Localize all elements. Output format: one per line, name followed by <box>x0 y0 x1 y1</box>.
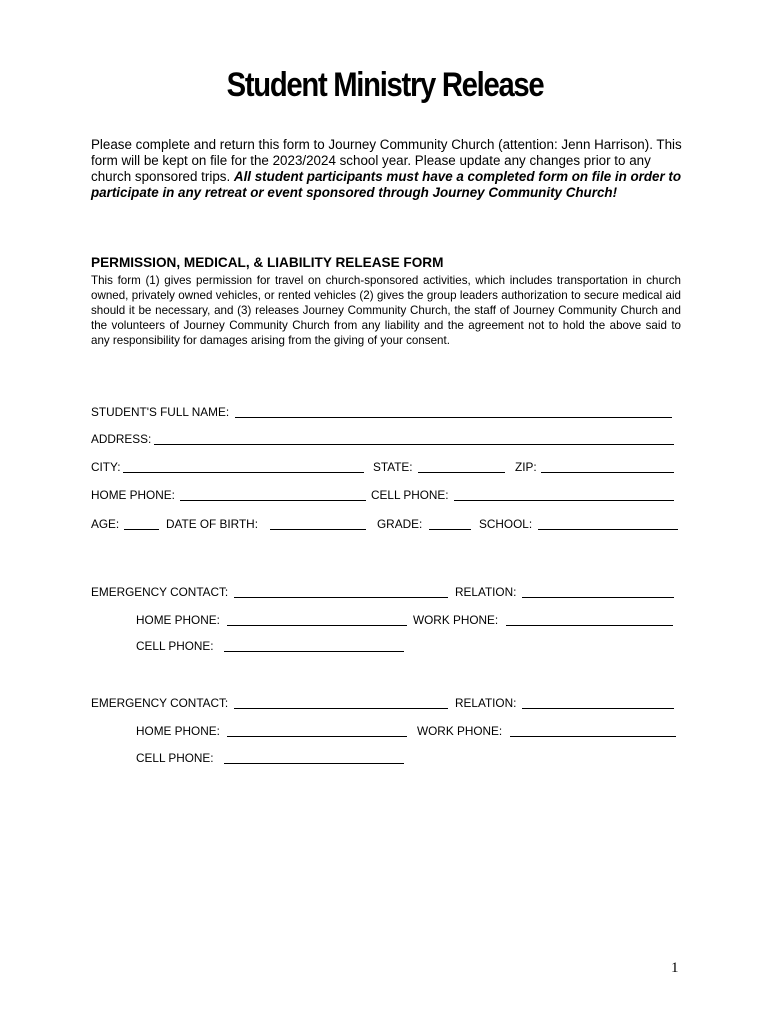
emergency-contact-1-phones-row <box>136 612 676 628</box>
cell-phone-line[interactable] <box>224 763 404 764</box>
home-phone-label: HOME PHONE: <box>91 488 175 502</box>
student-name-row <box>91 404 681 420</box>
emergency-contact-line[interactable] <box>234 708 448 709</box>
school-label: SCHOOL: <box>479 517 533 531</box>
home-phone-line[interactable] <box>227 736 407 737</box>
cell-phone-label: CELL PHONE: <box>136 751 214 765</box>
address-line[interactable] <box>154 444 674 445</box>
relation-label: RELATION: <box>455 585 517 599</box>
home-phone-line[interactable] <box>180 500 366 501</box>
address-row <box>91 431 681 447</box>
dob-label: DATE OF BIRTH: <box>166 517 258 531</box>
relation-line[interactable] <box>522 597 674 598</box>
page-title: Student Ministry Release <box>226 66 544 104</box>
zip-line[interactable] <box>541 472 674 473</box>
city-state-zip-row <box>91 459 681 475</box>
home-phone-label: HOME PHONE: <box>136 724 220 738</box>
phone-row <box>91 487 681 503</box>
page-number: 1 <box>671 960 679 976</box>
age-line[interactable] <box>124 529 159 530</box>
emergency-contact-2-cell-row <box>136 750 436 766</box>
emergency-contact-1-row <box>91 584 681 600</box>
home-phone-line[interactable] <box>227 625 407 626</box>
emergency-contact-1-cell-row <box>136 638 436 654</box>
student-name-label: STUDENT'S FULL NAME: <box>91 405 230 419</box>
intro-emphasis: All student participants must have a completed form on file in order to participate in any retreat or event sponsored through Journey Community Church! <box>91 169 682 200</box>
state-line[interactable] <box>418 472 505 473</box>
student-name-line[interactable] <box>235 417 672 418</box>
city-line[interactable] <box>123 472 364 473</box>
work-phone-label: WORK PHONE: <box>417 724 503 738</box>
emergency-contact-2-row <box>91 695 681 711</box>
release-heading: PERMISSION, MEDICAL, & LIABILITY RELEASE FORM <box>91 255 444 270</box>
release-body: This form (1) gives permission for travel on church-sponsored activities, which includes transportation in church owned, privately owned vehicles, or rented vehicles (2) gives the group leaders authorization to secure medical aid should it be necessary, and (3) releases Journey Community Church, the staff of Journey Community Church and the volunteers of Journey Community Church from any liability and the agreement not to hold the above said to any responsibility for damages arising from the giving of your consent. <box>91 274 681 347</box>
emergency-contact-label: EMERGENCY CONTACT: <box>91 585 229 599</box>
grade-label: GRADE: <box>377 517 423 531</box>
cell-phone-line[interactable] <box>224 651 404 652</box>
intro-paragraph <box>91 137 683 201</box>
emergency-contact-label: EMERGENCY CONTACT: <box>91 696 229 710</box>
school-line[interactable] <box>538 529 678 530</box>
zip-label: ZIP: <box>515 460 537 474</box>
age-label: AGE: <box>91 517 120 531</box>
relation-line[interactable] <box>522 708 674 709</box>
grade-line[interactable] <box>429 529 471 530</box>
cell-phone-line[interactable] <box>454 500 674 501</box>
work-phone-line[interactable] <box>506 625 673 626</box>
age-dob-grade-school-row <box>91 516 683 532</box>
intro-text: Please complete and return this form to Journey Community Church (attention: Jenn Harrison). This form will be kept on file for the 2023/2024 school year. Please update any changes prior to any church sponsored trips. <box>91 137 682 184</box>
dob-line[interactable] <box>270 529 366 530</box>
city-label: CITY: <box>91 460 121 474</box>
emergency-contact-line[interactable] <box>234 597 448 598</box>
relation-label: RELATION: <box>455 696 517 710</box>
cell-phone-label: CELL PHONE: <box>136 639 214 653</box>
home-phone-label: HOME PHONE: <box>136 613 220 627</box>
cell-phone-label: CELL PHONE: <box>371 488 449 502</box>
work-phone-label: WORK PHONE: <box>413 613 499 627</box>
address-label: ADDRESS: <box>91 432 152 446</box>
work-phone-line[interactable] <box>510 736 676 737</box>
state-label: STATE: <box>373 460 413 474</box>
emergency-contact-2-phones-row <box>136 723 681 739</box>
